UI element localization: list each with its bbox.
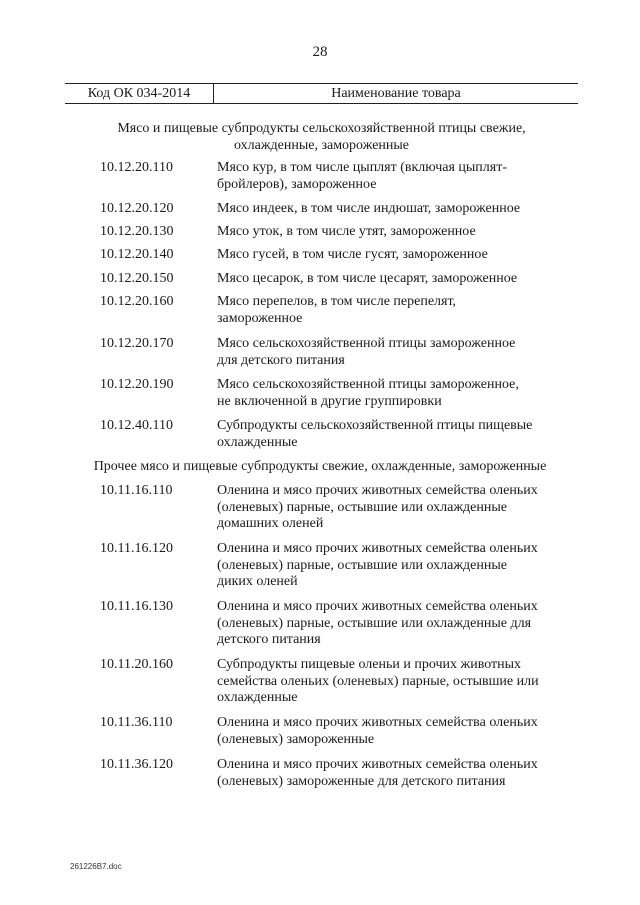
table-header — [65, 83, 578, 104]
product-name-line: Субпродукты пищевые оленьи и прочих животных — [217, 657, 522, 672]
product-name-line: не включенной в другие группировки — [217, 393, 442, 409]
product-code: 10.12.20.130 — [100, 224, 174, 239]
product-name — [217, 715, 572, 748]
product-name-line: (оленевых) парные, остывшие или охлажденные — [217, 499, 508, 515]
product-name-line: Оленина и мясо прочих животных семейства оленьих — [217, 483, 538, 498]
product-name-line: для детского питания — [217, 352, 345, 368]
page-number: 28 — [312, 44, 328, 60]
section-heading-line: Прочее мясо и пищевые субпродукты свежие, охлажденные, замороженные — [93, 459, 547, 474]
product-name-line: Оленина и мясо прочих животных семейства оленьих — [217, 757, 538, 772]
product-name-line: бройлеров), замороженное — [217, 176, 377, 192]
product-name-line: Мясо гусей, в том числе гусят, замороженное — [217, 247, 488, 262]
product-code: 10.12.20.110 — [100, 160, 173, 175]
product-code: 10.12.20.120 — [100, 201, 174, 216]
footer-filename: 261226В7.doc — [70, 862, 122, 871]
product-name-line: диких оленей — [217, 574, 298, 589]
product-name-line: замороженное — [217, 310, 303, 326]
product-name — [217, 224, 572, 241]
product-code: 10.11.36.110 — [100, 715, 173, 730]
product-name-line: Оленина и мясо прочих животных семейства оленьих — [217, 715, 538, 730]
product-name-line: Оленина и мясо прочих животных семейства оленьих — [217, 599, 538, 614]
product-name — [217, 757, 572, 790]
product-code: 10.11.20.160 — [100, 657, 173, 672]
product-name — [217, 541, 572, 591]
product-code: 10.12.20.160 — [100, 294, 174, 309]
product-name-line: (оленевых) замороженные для детского питания — [217, 773, 506, 789]
product-code: 10.12.20.150 — [100, 271, 174, 286]
product-name — [217, 247, 572, 264]
product-name-line: Мясо уток, в том числе утят, замороженное — [217, 224, 476, 239]
product-name — [217, 377, 572, 410]
product-name — [217, 336, 572, 369]
product-name-line: (оленевых) парные, остывшие или охлажденные для — [217, 615, 532, 631]
product-code: 10.11.36.120 — [100, 757, 173, 772]
product-name-line: Оленина и мясо прочих животных семейства оленьих — [217, 541, 538, 556]
product-name — [217, 160, 572, 193]
section-heading — [65, 121, 578, 154]
product-name-line: детского питания — [217, 632, 321, 647]
product-code: 10.11.16.110 — [100, 483, 173, 498]
section-heading-line: Мясо и пищевые субпродукты сельскохозяйственной птицы свежие, — [117, 121, 526, 136]
product-code: 10.11.16.120 — [100, 541, 173, 556]
product-name-line: Мясо кур, в том числе цыплят (включая цыплят- — [217, 160, 508, 175]
product-code: 10.12.20.190 — [100, 377, 174, 392]
product-name — [217, 483, 572, 533]
product-name-line: семейства оленьих (оленевых) парные, остывшие или — [217, 673, 539, 689]
product-name — [217, 271, 572, 288]
product-code: 10.12.20.170 — [100, 336, 174, 351]
product-name — [217, 201, 572, 218]
section-heading-line: охлажденные, замороженные — [233, 137, 410, 153]
section-heading — [60, 459, 580, 476]
product-name-line: Мясо перепелов, в том числе перепелят, — [217, 294, 457, 309]
product-code: 10.12.40.110 — [100, 418, 173, 433]
product-name-line: Мясо цесарок, в том числе цесарят, замороженное — [217, 271, 518, 286]
product-name-line: охлажденные — [217, 690, 298, 705]
product-name-line: Мясо сельскохозяйственной птицы замороженное, — [217, 377, 519, 392]
column-header-code: Код ОК 034-2014 — [65, 84, 214, 103]
column-header-name: Наименование товара — [331, 86, 461, 101]
product-name — [217, 418, 572, 451]
product-name — [217, 657, 572, 707]
product-name — [217, 294, 572, 327]
product-name-line: (оленевых) парные, остывшие или охлажденные — [217, 557, 508, 573]
product-name-line: (оленевых) замороженные — [217, 731, 375, 747]
product-name-line: Субпродукты сельскохозяйственной птицы пищевые — [217, 418, 533, 433]
product-name — [217, 599, 572, 649]
product-name-line: охлажденные — [217, 434, 298, 450]
product-code: 10.12.20.140 — [100, 247, 174, 262]
product-code: 10.11.16.130 — [100, 599, 173, 614]
product-name-line: Мясо индеек, в том числе индюшат, замороженное — [217, 201, 521, 216]
product-name-line: Мясо сельскохозяйственной птицы замороженное — [217, 336, 516, 351]
product-name-line: домашних оленей — [217, 516, 324, 531]
